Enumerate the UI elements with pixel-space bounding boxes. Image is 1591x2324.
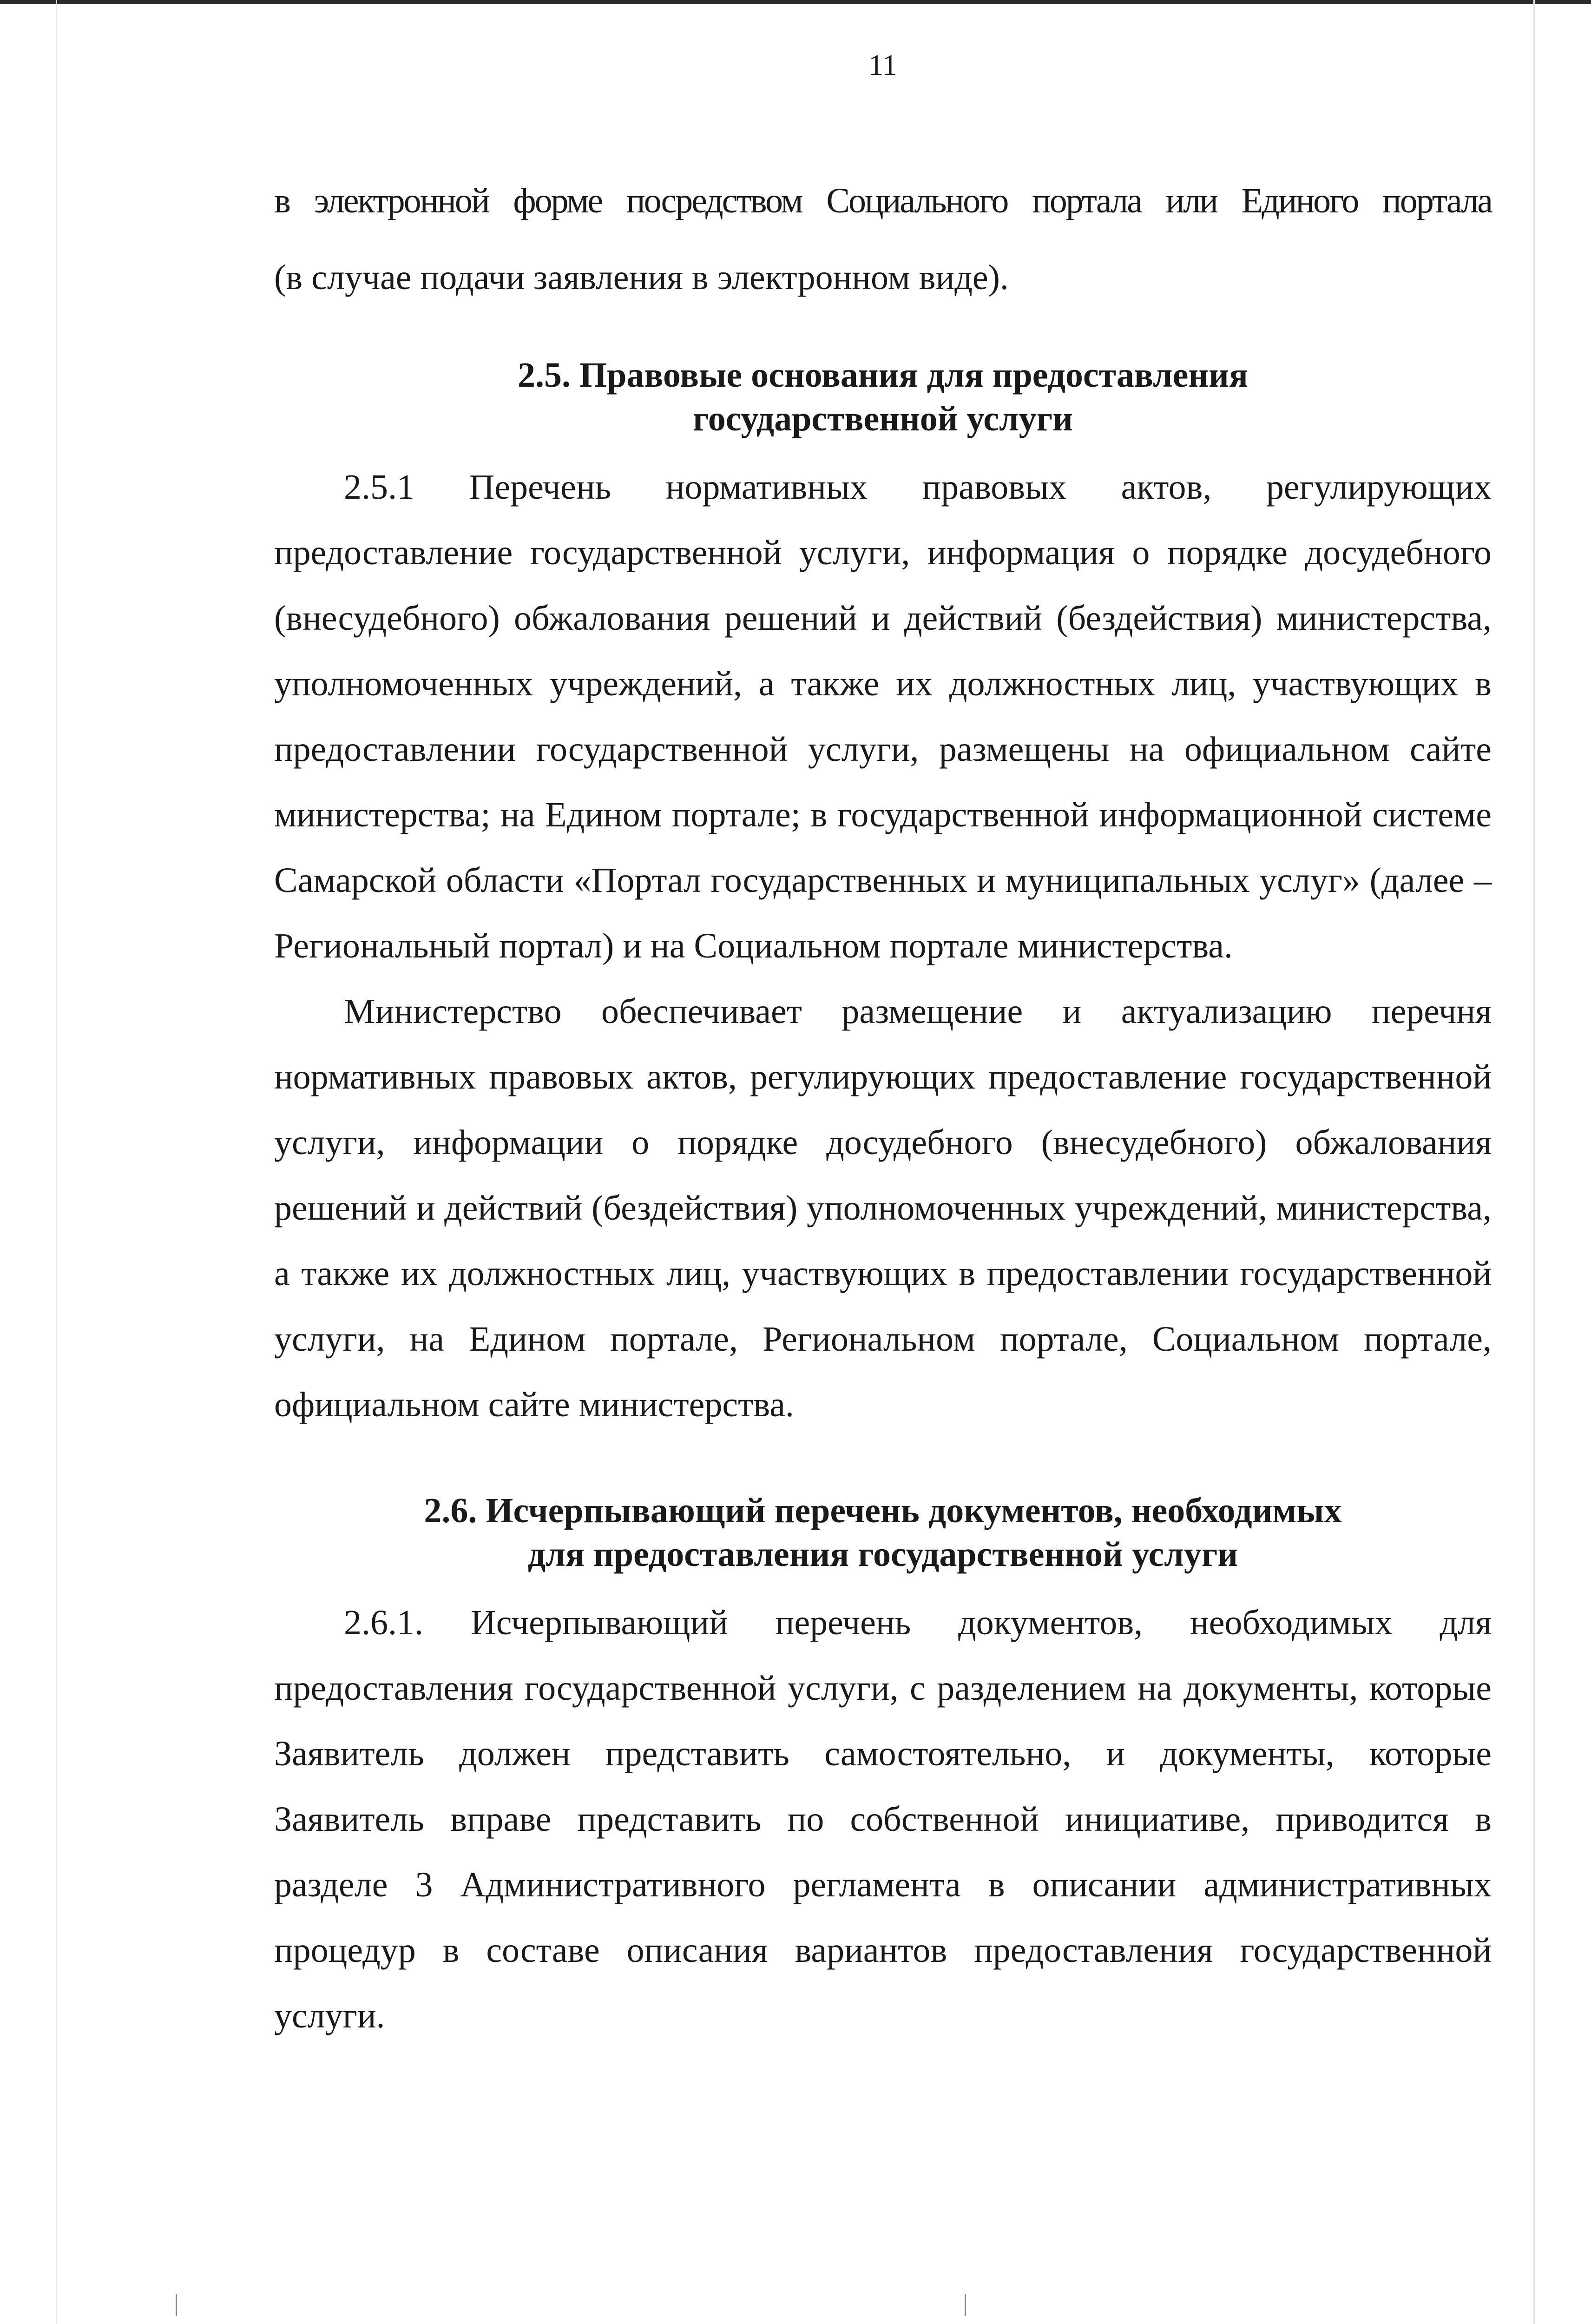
paragraph-2-6-1: 2.6.1. Исчерпывающий перечень документов, необходимых для предоставления государственной услуги, с разделением на документы, которые Заявитель должен представить самостоятельно, и документы, которые Заявитель вправе представить по собственной инициативе, приводится в разделе 3 Административного регламента в описании административных процедур в составе описания вариантов предоставления государственной услуги. [274,1603,1492,2035]
scan-top-border [0,0,1591,4]
scan-right-edge [1533,0,1535,2324]
heading-line: для предоставления государственной услуги [527,1535,1238,1574]
intro-continued-line: в электронной форме посредством Социального портала или Единого портала [274,181,1492,220]
heading-line: государственной услуги [693,399,1073,438]
scan-left-edge [56,0,57,2324]
page-body [274,163,1492,2049]
intro-continued-tail: (в случае подачи заявления в электронном виде). [274,258,1009,297]
section-heading-2-5 [274,353,1492,441]
spacer [274,1438,1492,1489]
heading-line: 2.5. Правовые основания для предоставления [517,356,1249,395]
spacer [274,441,1492,455]
section-heading-2-6 [274,1489,1492,1576]
spacer [274,316,1492,353]
paragraph-2-5-ministry: Министерство обеспечивает размещение и актуализацию перечня нормативных правовых актов, регулирующих предоставление государственной услуги, информации о порядке досудебного (внесудебного) обжалования решений и действий (бездействия) уполномоченных учреждений, министерства, а также их должностных лиц, участвующих в предоставлении государственной услуги, на Едином портале, Региональном портале, Социальном портале, официальном сайте министерства. [274,992,1492,1424]
spacer [274,1576,1492,1590]
scan-mark [176,2294,177,2316]
paragraph-2-5-1: 2.5.1 Перечень нормативных правовых актов, регулирующих предоставление государственной услуги, информация о порядке досудебного (внесудебного) обжалования решений и действий (бездействия) министерства, уполномоченных учреждений, а также их должностных лиц, участвующих в предоставлении государственной услуги, размещены на официальном сайте министерства; на Едином портале; в государственной информационной системе Самарской области «Портал государственных и муниципальных услуг» (далее – Региональный портал) и на Социальном портале министерства. [274,468,1492,965]
heading-line: 2.6. Исчерпывающий перечень документов, необходимых [424,1491,1342,1530]
scan-mark [965,2294,966,2316]
page-number: 11 [868,48,897,81]
